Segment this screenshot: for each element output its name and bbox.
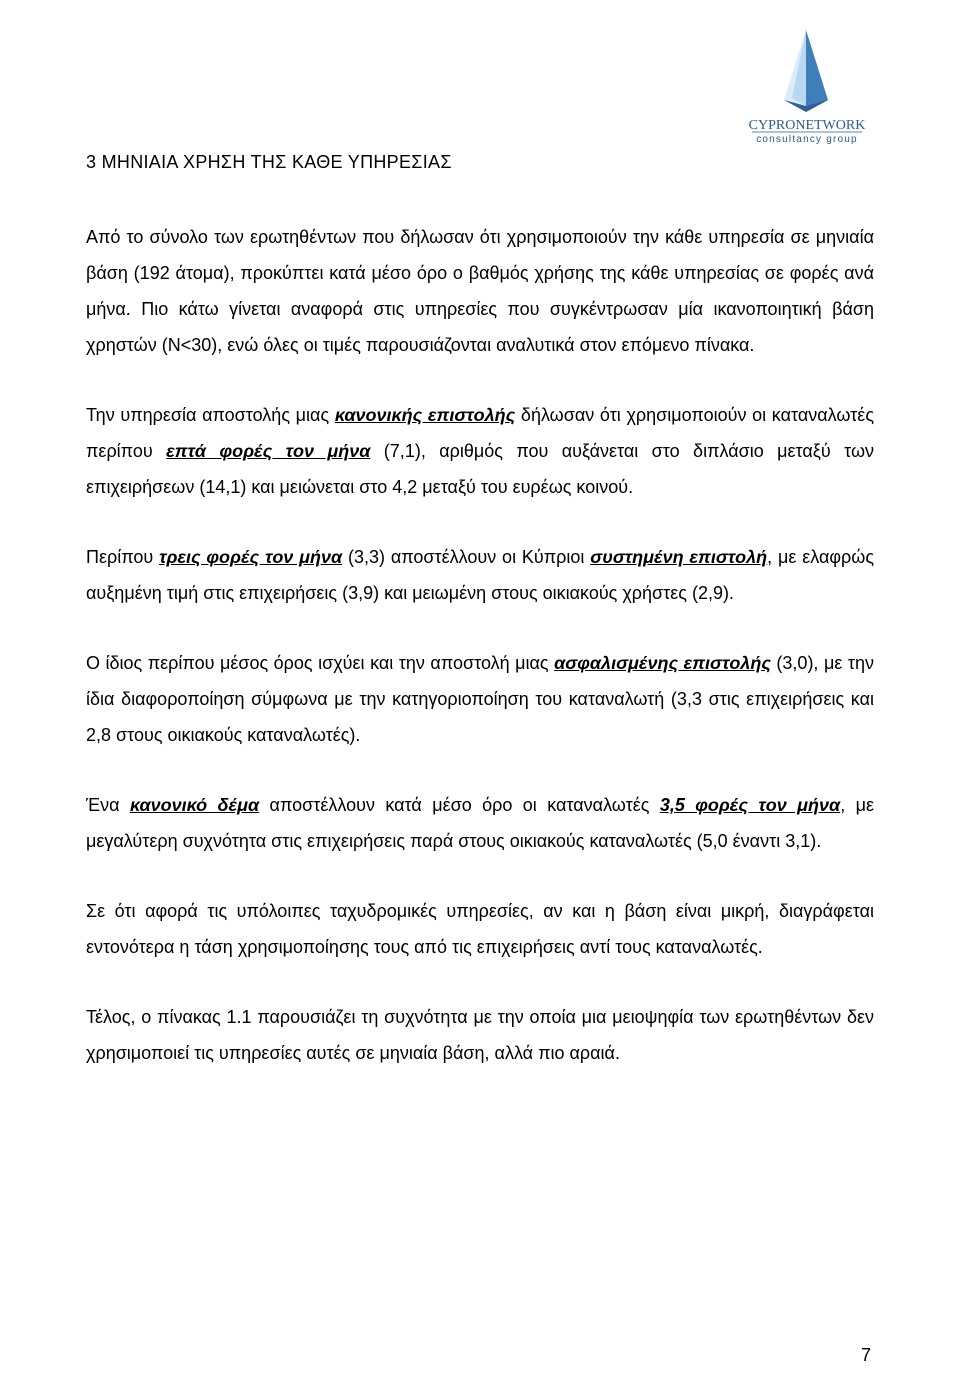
- text-segment: δήλωσαν ότι χρησιμοποιούν οι καταναλωτές περίπου: [86, 405, 875, 461]
- text-segment: , με ελαφρώς αυξημένη τιμή στις επιχειρήσεις (3,9) και μειωμένη στους οικιακούς χρήστες (2,9).: [86, 547, 875, 603]
- paragraph: [86, 219, 874, 363]
- text-segment: Περίπου: [86, 547, 160, 567]
- logo-subtitle: consultancy group: [756, 134, 858, 145]
- text-segment: Ένα: [86, 795, 130, 815]
- text-segment: (7,1), αριθμός που αυξάνεται στο διπλάσιο μεταξύ των επιχειρήσεων (14,1) και μειώνεται στο 4,2 μεταξύ του ευρέως κοινού.: [86, 441, 875, 497]
- pyramid-logo-icon: [744, 26, 870, 146]
- company-logo: [744, 26, 870, 146]
- paragraph: [86, 999, 874, 1071]
- emphasized-phrase: συστημένη επιστολή: [590, 547, 768, 567]
- document-body: [86, 219, 874, 1071]
- paragraph: [86, 539, 874, 611]
- text-segment: αποστέλλουν κατά μέσο όρο οι καταναλωτές: [259, 795, 660, 815]
- text-segment: (3,3) αποστέλλουν οι Κύπριοι: [342, 547, 591, 567]
- pyramid-right-face: [806, 30, 828, 112]
- emphasized-phrase: 3,5 φορές τον μήνα: [659, 795, 841, 815]
- text-segment: Σε ότι αφορά τις υπόλοιπες ταχυδρομικές υπηρεσίες, αν και η βάση είναι μικρή, διαγράφεται εντονότερα η τάση χρησιμοποίησης τους από τις επιχειρήσεις αντί τους καταναλωτές.: [86, 901, 874, 957]
- logo-title: CYPRONETWORK: [748, 118, 866, 133]
- text-segment: Την υπηρεσία αποστολής μιας: [86, 405, 335, 425]
- text-segment: Τέλος, ο πίνακας 1.1 παρουσιάζει τη συχνότητα με την οποία μια μειοψηφία των ερωτηθέντων δεν χρησιμοποιεί τις υπηρεσίες αυτές σε μηνιαία βάση, αλλά πιο αραιά.: [86, 1007, 874, 1063]
- section-heading: 3 ΜΗΝΙΑΙΑ ΧΡΗΣΗ ΤΗΣ ΚΑΘΕ ΥΠΗΡΕΣΙΑΣ: [86, 152, 452, 172]
- text-segment: (3,0), με την ίδια διαφοροποίηση σύμφωνα με την κατηγοριοποίηση του καταναλωτή (3,3 στις επιχειρήσεις και 2,8 στους οικιακούς καταναλωτές).: [86, 653, 874, 745]
- emphasized-phrase: κανονικό δέμα: [129, 795, 260, 815]
- emphasized-phrase: επτά φορές τον μήνα: [166, 441, 371, 461]
- text-segment: , με μεγαλύτερη συχνότητα στις επιχειρήσεις παρά στους οικιακούς καταναλωτές (5,0 έναντι 3,1).: [86, 795, 874, 851]
- paragraph: [86, 893, 874, 965]
- paragraph: [86, 787, 874, 859]
- paragraph: [86, 397, 874, 505]
- emphasized-phrase: ασφαλισμένης επιστολής: [554, 653, 771, 673]
- text-segment: Ο ίδιος περίπου μέσος όρος ισχύει και την αποστολή μιας: [86, 653, 555, 673]
- page-number: 7: [861, 1345, 872, 1365]
- paragraph: [86, 645, 874, 753]
- emphasized-phrase: τρεις φορές τον μήνα: [159, 547, 343, 567]
- text-segment: Από το σύνολο των ερωτηθέντων που δήλωσαν ότι χρησιμοποιούν την κάθε υπηρεσία σε μηνιαία βάση (192 άτομα), προκύπτει κατά μέσο όρο ο βαθμός χρήσης της κάθε υπηρεσίας σε φορές ανά μήνα. Πιο κάτω γίνεται αναφορά στις υπηρεσίες που συγκέντρωσαν μία ικανοποιητική βάση χρηστών (Ν<30), ενώ όλες οι τιμές παρουσιάζονται αναλυτικά στον επόμενο πίνακα.: [86, 227, 874, 355]
- emphasized-phrase: κανονικής επιστολής: [334, 405, 516, 425]
